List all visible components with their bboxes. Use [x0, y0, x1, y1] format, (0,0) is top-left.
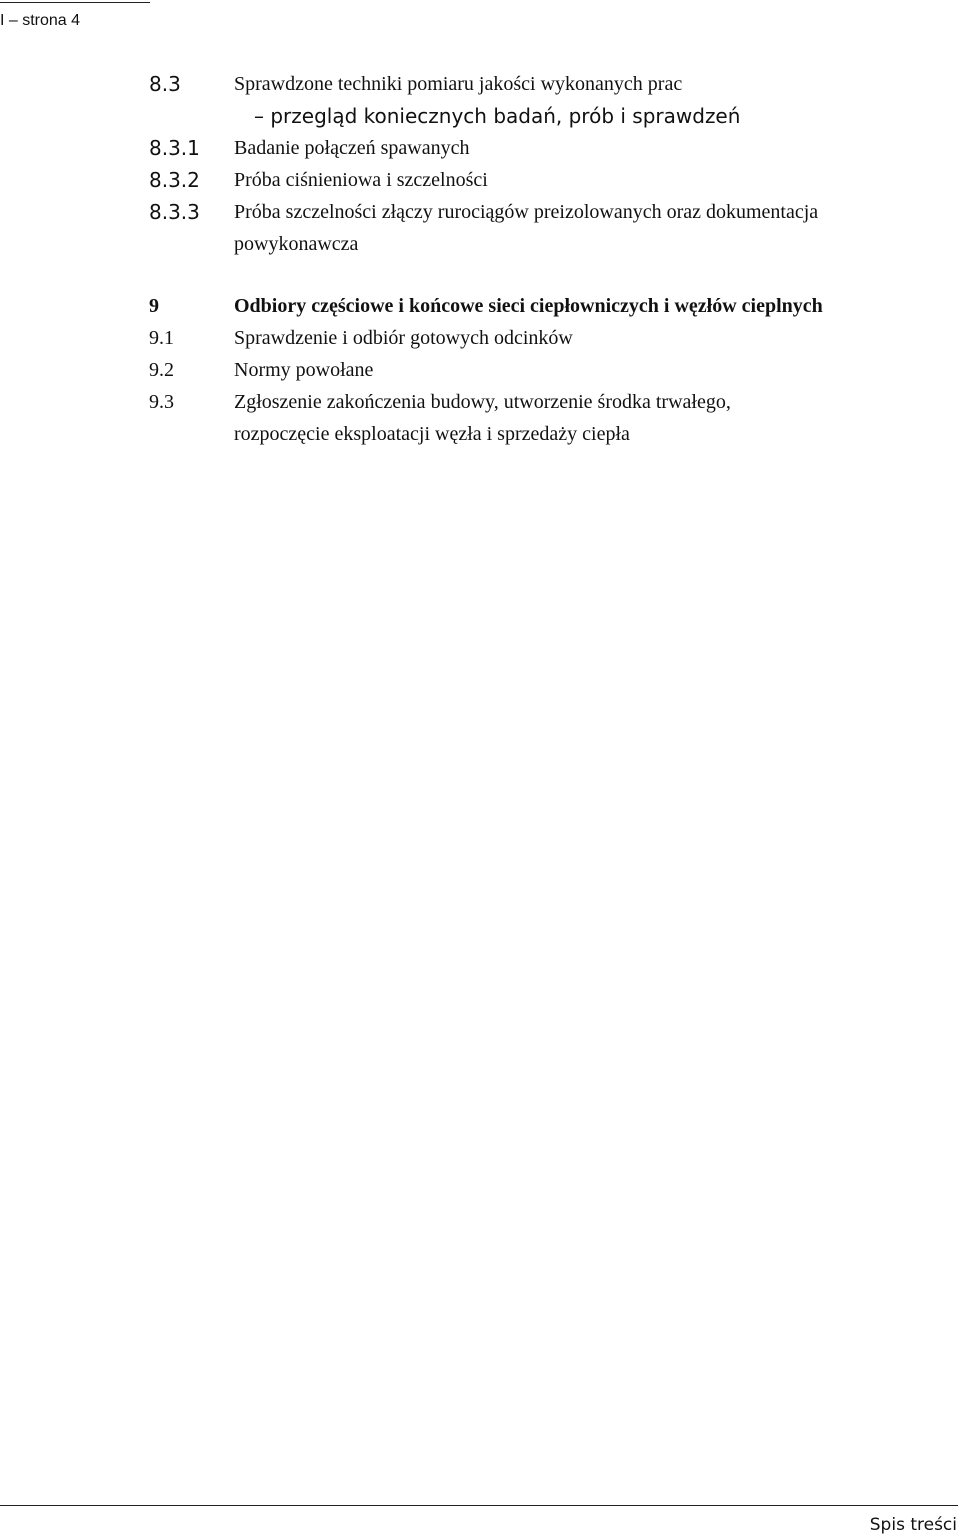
toc-entry-number: 9.3	[149, 391, 174, 413]
toc-entry-number: 9.1	[149, 327, 174, 349]
toc-entry-number: 8.3	[149, 72, 181, 96]
toc-entry-title: Próba szczelności złączy rurociągów preizolowanych oraz dokumentacja	[234, 201, 819, 223]
toc-entry-title: Normy powołane	[234, 359, 374, 381]
toc-entry-title: Próba ciśnieniowa i szczelności	[234, 169, 488, 191]
toc-entry-number: 9	[149, 295, 159, 317]
toc-entry-title: Odbiory częściowe i końcowe sieci ciepłowniczych i węzłów cieplnych	[234, 295, 823, 317]
toc-entry-title: Zgłoszenie zakończenia budowy, utworzenie środka trwałego,	[234, 391, 731, 413]
header-rule	[0, 2, 150, 3]
toc-entry-number: 8.3.1	[149, 136, 200, 160]
toc-entry-title-continuation: rozpoczęcie eksploatacji węzła i sprzedaży ciepła	[234, 423, 630, 445]
toc-entry-title-continuation: – przegląd koniecznych badań, prób i sprawdzeń	[254, 104, 741, 128]
toc-entry-number: 8.3.2	[149, 168, 200, 192]
page-label: I – strona 4	[0, 12, 81, 29]
toc-entry-number: 8.3.3	[149, 200, 200, 224]
toc-entry-title: Badanie połączeń spawanych	[234, 137, 470, 159]
footer-rule	[0, 1505, 958, 1506]
footer-section-label: Spis treści	[869, 1515, 957, 1535]
toc-entry-title: Sprawdzenie i odbiór gotowych odcinków	[234, 327, 573, 349]
toc-entry-title: Sprawdzone techniki pomiaru jakości wykonanych prac	[234, 73, 683, 95]
toc-entry-number: 9.2	[149, 359, 174, 381]
toc-entry-title-continuation: powykonawcza	[234, 233, 359, 255]
